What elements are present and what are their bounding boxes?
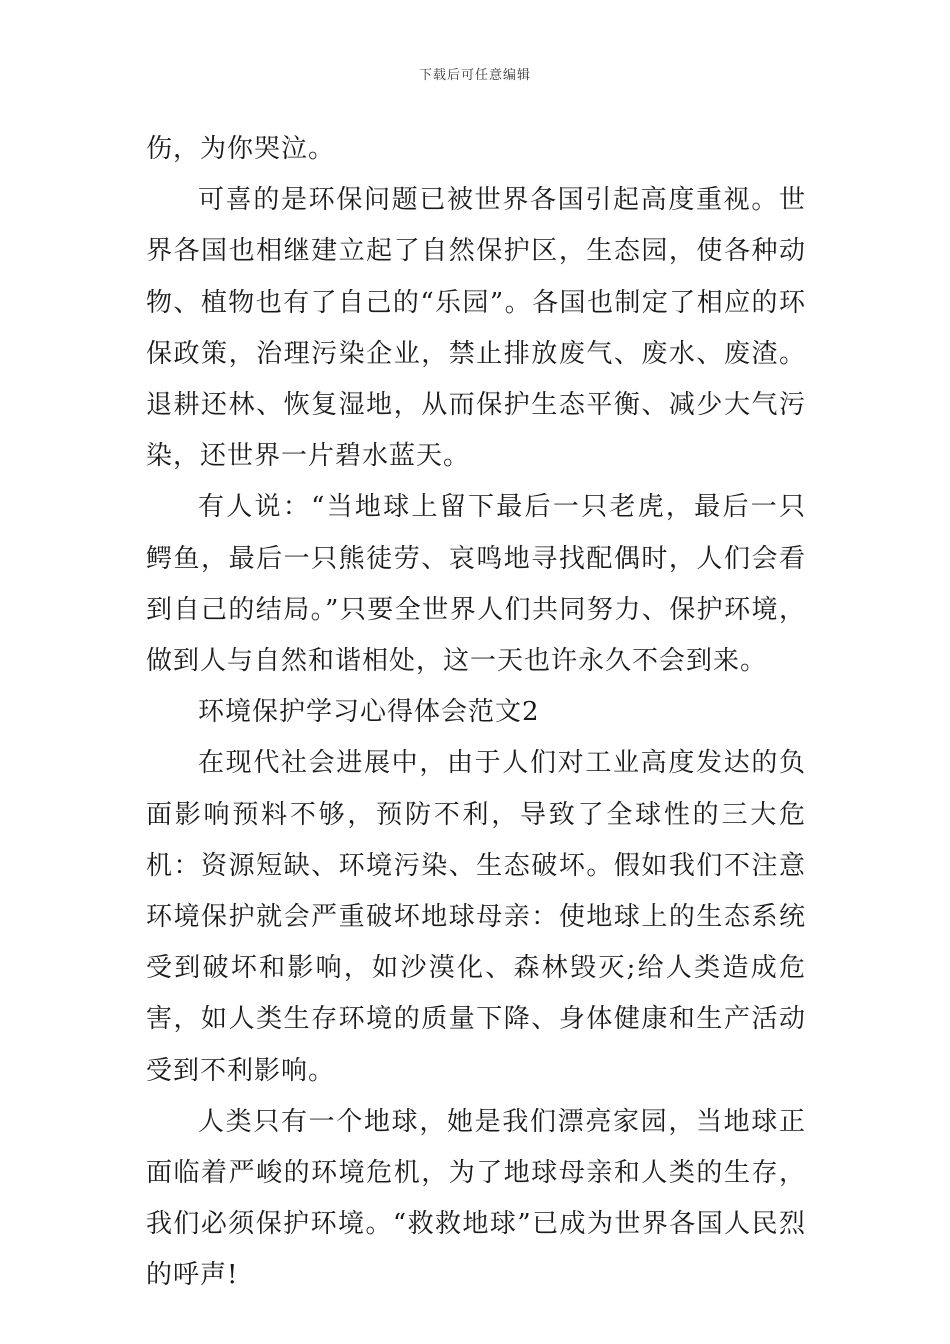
paragraph-quote: 有人说：“当地球上留下最后一只老虎，最后一只鳄鱼，最后一只熊徒劳、哀鸣地寻找配偶时，人们会看到自己的结局。”只要全世界人们共同努力、保护环境，做到人与自然和谐相处，这一天也许永久不会到来。 [146, 492, 806, 677]
page-header: 下载后可任意编辑 [418, 68, 531, 83]
paragraph-three-crises: 在现代社会进展中，由于人们对工业高度发达的负面影响预料不够，预防不利，导致了全球性的三大危机：资源短缺、环境污染、生态破坏。假如我们不注意环境保护就会严重破坏地球母亲：使地球上的生态系统受到破坏和影响，如沙漠化、森林毁灭;给人类造成危害，如人类生存环境的质量下降、身体健康和生产活动受到不利影响。 [146, 748, 806, 1086]
document-body [146, 124, 806, 1302]
paragraph-one-earth: 人类只有一个地球，她是我们漂亮家园，当地球正面临着严峻的环境危机，为了地球母亲和人类的生存，我们必须保护环境。“救救地球”已成为世界各国人民烈的呼声! [146, 1106, 806, 1291]
section-heading: 环境保护学习心得体会范文2 [198, 697, 540, 728]
paragraph-continuation: 伤，为你哭泣。 [146, 134, 336, 164]
paragraph-environmental-attention: 可喜的是环保问题已被世界各国引起高度重视。世界各国也相继建立起了自然保护区，生态园，使各种动物、植物也有了自己的“乐园”。各国也制定了相应的环保政策，治理污染企业，禁止排放废气、废水、废渣。退耕还林、恢复湿地，从而保护生态平衡、减少大气污染，还世界一片碧水蓝天。 [146, 185, 806, 472]
